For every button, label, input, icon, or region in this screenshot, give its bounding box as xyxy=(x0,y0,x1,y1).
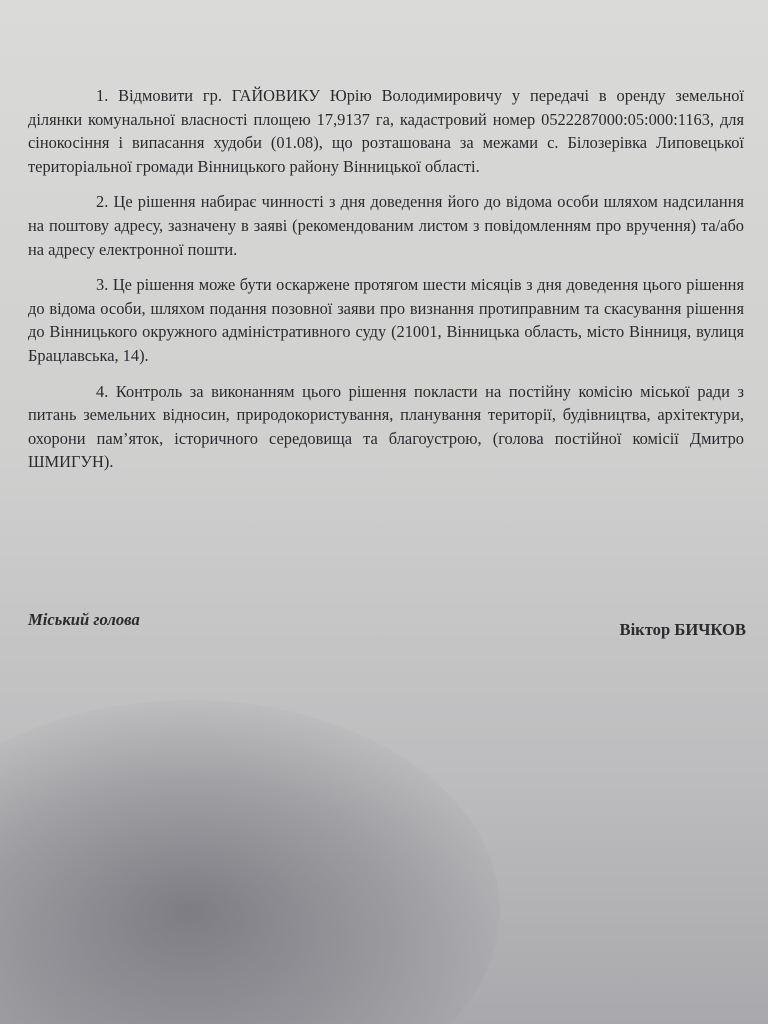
paragraph-4: 4. Контроль за виконанням цього рішення покласти на постійну комісію міської ради з питань земельних відносин, природокористування, планування території, будівництва, архітектури, охорони пам’яток, історичного середовища та благоустрою, (голова постійної комісії Дмитро ШМИГУН). xyxy=(28,381,744,472)
signatory-title: Міський голова xyxy=(28,610,140,629)
signatory-name: Віктор БИЧКОВ xyxy=(619,620,746,639)
decision-text xyxy=(28,84,744,486)
signature-block xyxy=(28,610,746,638)
paragraph-1: 1. Відмовити гр. ГАЙОВИКУ Юрію Володимировичу у передачі в оренду земельної ділянки комунальної власності площею 17,9137 га, кадастровий номер 0522287000:05:000:1163, для сінокосіння і випасання худоби (01.08), що розташована за межами с. Білозерівка Липовецької територіальної громади Вінницького району Вінницької області. xyxy=(28,86,744,176)
photo-shadow xyxy=(0,700,500,1024)
paragraph-3: 3. Це рішення може бути оскаржене протягом шести місяців з дня доведення цього рішення до відома особи, шляхом подання позовної заяви про визнання протиправним та скасування рішення до Вінницького окружного адміністративного суду (21001, Вінницька область, місто Вінниця, вулиця Брацлавська, 14). xyxy=(28,275,744,365)
paragraph-2: 2. Це рішення набирає чинності з дня доведення його до відома особи шляхом надсилання на поштову адресу, зазначену в заяві (рекомендованим листом з повідомленням про вручення) та/або на адресу електронної пошти. xyxy=(28,192,744,259)
